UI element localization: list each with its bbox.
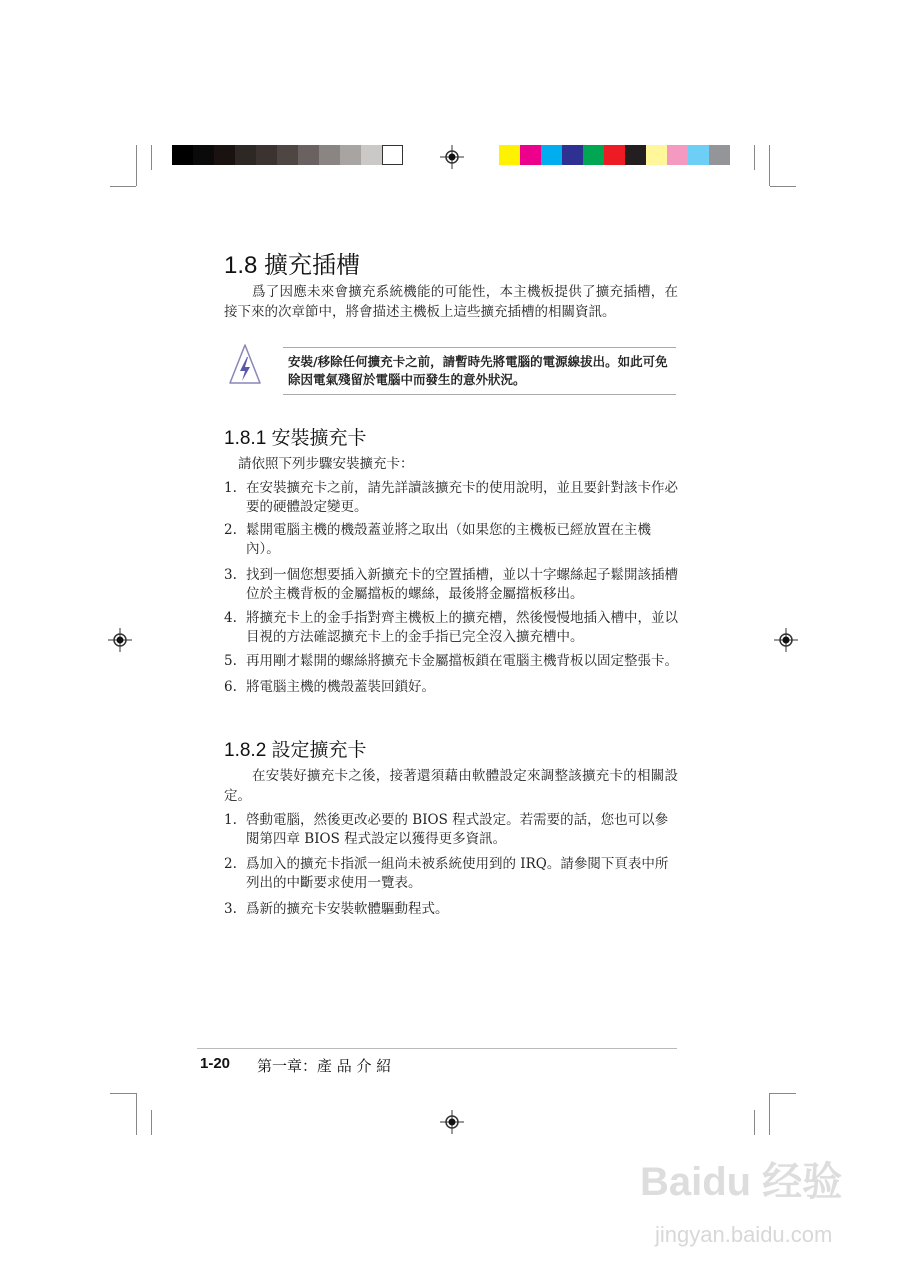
list-item — [224, 811, 678, 849]
list-text: 爲加入的擴充卡指派一組尚未被系統使用到的 IRQ。請參閱下頁表中所列出的中斷要求使用一覽表。 — [246, 856, 669, 891]
list-number: 1. — [224, 480, 237, 496]
baidu-watermark-logo: Baidu 经验 — [640, 1160, 843, 1204]
list-text: 再用剛才鬆開的螺絲將擴充卡金屬擋板鎖在電腦主機背板以固定整張卡。 — [246, 653, 678, 669]
list-item — [224, 855, 678, 893]
install-intro: 請依照下列步驟安裝擴充卡： — [238, 456, 414, 472]
list-item — [224, 609, 678, 647]
color-swatch — [709, 145, 730, 165]
color-swatch — [193, 145, 214, 165]
color-swatch — [214, 145, 235, 165]
page-number: 1-20 — [200, 1055, 231, 1072]
list-text: 啓動電腦，然後更改必要的 BIOS 程式設定。若需要的話，您也可以參閱第四章 BIOS 程式設定以獲得更多資訊。 — [246, 812, 669, 847]
list-text: 在安裝擴充卡之前，請先詳讀該擴充卡的使用說明，並且要針對該卡作必要的硬體設定變更。 — [246, 480, 678, 515]
warning-note — [283, 347, 676, 395]
configure-intro: 在安裝好擴充卡之後，接著還須藉由軟體設定來調整該擴充卡的相關設定。 — [224, 768, 678, 804]
registration-mark-icon — [440, 1110, 464, 1134]
registration-mark-icon — [774, 628, 798, 652]
color-swatch — [235, 145, 256, 165]
list-text: 爲新的擴充卡安裝軟體驅動程式。 — [246, 901, 449, 917]
baidu-watermark-url: jingyan.baidu.com — [655, 1222, 833, 1247]
color-swatch — [604, 145, 625, 165]
color-swatch — [667, 145, 688, 165]
color-swatch — [562, 145, 583, 165]
warning-icon — [228, 343, 262, 387]
list-number: 2. — [224, 522, 237, 538]
list-number: 3. — [224, 901, 237, 917]
list-number: 1. — [224, 812, 237, 828]
color-swatch — [541, 145, 562, 165]
list-item — [224, 900, 678, 919]
color-swatch — [277, 145, 298, 165]
list-item — [224, 521, 678, 559]
list-item — [224, 566, 678, 604]
list-number: 3. — [224, 567, 237, 583]
color-swatch — [520, 145, 541, 165]
grayscale-color-bar — [172, 145, 403, 165]
install-title: 1.8.1 安裝擴充卡 — [224, 428, 367, 449]
section-intro: 爲了因應未來會擴充系統機能的可能性，本主機板提供了擴充插槽，在接下來的次章節中，將會描述主機板上這些擴充插槽的相關資訊。 — [224, 284, 678, 320]
list-number: 6. — [224, 679, 237, 695]
color-swatch — [172, 145, 193, 165]
process-color-bar — [499, 145, 730, 165]
footer-divider — [197, 1048, 677, 1049]
color-swatch — [382, 145, 403, 165]
color-swatch — [340, 145, 361, 165]
color-swatch — [298, 145, 319, 165]
registration-mark-icon — [440, 145, 464, 169]
color-swatch — [319, 145, 340, 165]
color-swatch — [583, 145, 604, 165]
list-number: 4. — [224, 610, 237, 626]
list-number: 2. — [224, 856, 237, 872]
color-swatch — [256, 145, 277, 165]
color-swatch — [361, 145, 382, 165]
color-swatch — [625, 145, 646, 165]
list-text: 找到一個您想要插入新擴充卡的空置插槽，並以十字螺絲起子鬆開該插槽位於主機背板的金屬擋板的螺絲，最後將金屬擋板移出。 — [246, 567, 678, 602]
configure-title: 1.8.2 設定擴充卡 — [224, 740, 367, 761]
list-item — [224, 678, 678, 697]
list-text: 將電腦主機的機殼蓋裝回鎖好。 — [246, 679, 435, 695]
list-item — [224, 479, 678, 517]
list-item — [224, 652, 678, 671]
list-number: 5. — [224, 653, 237, 669]
color-swatch — [499, 145, 520, 165]
list-text: 將擴充卡上的金手指對齊主機板上的擴充槽，然後慢慢地插入槽中，並以目視的方法確認擴充卡上的金手指已完全沒入擴充槽中。 — [246, 610, 678, 645]
registration-mark-icon — [108, 628, 132, 652]
list-text: 鬆開電腦主機的機殼蓋並將之取出（如果您的主機板已經放置在主機內）。 — [246, 522, 651, 557]
color-swatch — [688, 145, 709, 165]
warning-text: 安裝/移除任何擴充卡之前，請暫時先將電腦的電源線拔出。如此可免除因電氣殘留於電腦中而發生的意外狀況。 — [288, 354, 668, 387]
chapter-title: 第一章：產 品 介 紹 — [257, 1057, 392, 1075]
section-title: 1.8 擴充插槽 — [224, 252, 361, 279]
color-swatch — [646, 145, 667, 165]
